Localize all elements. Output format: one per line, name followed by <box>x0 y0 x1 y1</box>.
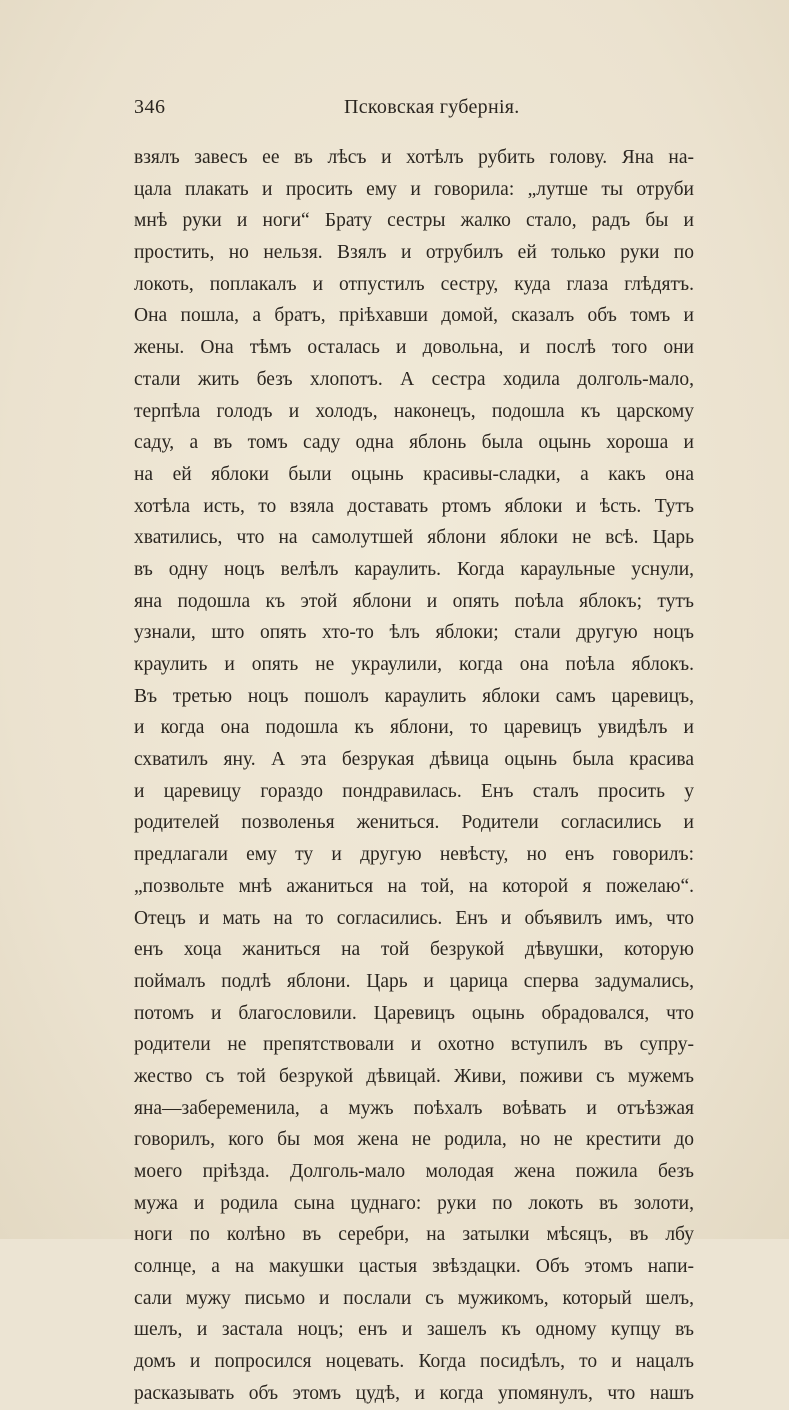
text-line: въ одну ноцъ велѣлъ караулить. Когда караульные уснули, <box>134 558 694 580</box>
text-line: сали мужу письмо и послали съ мужикомъ, который шелъ, <box>134 1287 694 1309</box>
text-line: потомъ и благословили. Царевицъ оцынь обрадовался, что <box>134 1002 694 1024</box>
text-line: родители не препятствовали и охотно вступилъ въ супру- <box>134 1034 694 1056</box>
text-line: схватилъ яну. А эта безрукая дѣвица оцынь была красива <box>134 749 694 771</box>
body-text <box>134 142 694 1410</box>
text-line: Отецъ и мать на то согласились. Енъ и объявилъ имъ, что <box>134 907 694 929</box>
text-line: енъ хоца жаниться на той безрукой дѣвушки, которую <box>134 939 694 961</box>
text-line: и царевицу гораздо пондравилась. Енъ сталъ просить у <box>134 780 694 802</box>
text-line: хотѣла исть, то взяла доставать ртомъ яблоки и ѣсть. Тутъ <box>134 495 694 517</box>
page-number: 346 <box>134 96 166 118</box>
text-line: мнѣ руки и ноги“ Брату сестры жалко стало, радъ бы и <box>134 210 694 232</box>
page-header <box>134 96 694 126</box>
text-line: ноги по колѣно въ серебри, на затылки мѣсяцъ, въ лбу <box>134 1224 694 1246</box>
text-line: „позвольте мнѣ ажаниться на той, на которой я пожелаю“. <box>134 875 694 897</box>
text-line: солнце, а на макушки цастыя звѣздацки. Объ этомъ напи- <box>134 1256 694 1278</box>
text-line: стали жить безъ хлопотъ. А сестра ходила долголь-мало, <box>134 368 694 390</box>
text-line: яна подошла къ этой яблони и опять поѣла яблокъ; тутъ <box>134 590 694 612</box>
text-line: жены. Она тѣмъ осталась и довольна, и послѣ того они <box>134 337 694 359</box>
text-line: саду, а въ томъ саду одна яблонь была оцынь хороша и <box>134 432 694 454</box>
text-line: взялъ завесъ ее въ лѣсъ и хотѣлъ рубить голову. Яна на- <box>134 147 694 168</box>
text-line: Въ третью ноцъ пошолъ караулить яблоки самъ царевицъ, <box>134 685 694 707</box>
text-line: шелъ, и застала ноцъ; енъ и зашелъ къ одному купцу въ <box>134 1319 694 1341</box>
running-title: Псковская губернія. <box>344 96 520 118</box>
text-line: простить, но нельзя. Взялъ и отрубилъ ей только руки по <box>134 242 694 264</box>
text-line: цала плакать и просить ему и говорила: „лутше ты отруби <box>134 178 694 200</box>
text-line: домъ и попросился ноцевать. Когда посидѣлъ, то и нацалъ <box>134 1351 694 1373</box>
text-line: говорилъ, кого бы моя жена не родила, но не крестити до <box>134 1129 694 1151</box>
text-line: локоть, поплакалъ и отпустилъ сестру, куда глаза глѣдятъ. <box>134 273 694 295</box>
text-line: Она пошла, а братъ, пріѣхавши домой, сказалъ объ томъ и <box>134 305 694 327</box>
text-line: моего пріѣзда. Долголь-мало молодая жена пожила безъ <box>134 1161 694 1182</box>
text-line: жество съ той безрукой дѣвицай. Живи, поживи съ мужемъ <box>134 1065 694 1087</box>
text-line: мужа и родила сына цуднаго: руки по локоть въ золоти, <box>134 1192 694 1214</box>
text-line: на ей яблоки были оцынь красивы-сладки, а какъ она <box>134 463 694 485</box>
text-line: хватились, что на самолутшей яблони яблоки не всѣ. Царь <box>134 527 694 549</box>
text-line: и когда она подошла къ яблони, то царевицъ увидѣлъ и <box>134 717 694 739</box>
text-line: родителей позволенья жениться. Родители согласились и <box>134 812 694 834</box>
text-line: краулить и опять не украулили, когда она поѣла яблокъ. <box>134 654 694 675</box>
text-line: поймалъ подлѣ яблони. Царь и царица сперва задумались, <box>134 970 694 992</box>
text-line: предлагали ему ту и другую невѣсту, но енъ говорилъ: <box>134 844 694 866</box>
text-line: узнали, што опять хто-то ѣлъ яблоки; стали другую ноцъ <box>134 622 694 644</box>
text-line: расказывать объ этомъ цудѣ, и когда упомянулъ, что нашъ <box>134 1382 694 1404</box>
text-line: яна—забеременила, а мужъ поѣхалъ воѣвать и отъѣзжая <box>134 1097 694 1119</box>
text-line: терпѣла голодъ и холодъ, наконецъ, подошла къ царскому <box>134 400 694 422</box>
